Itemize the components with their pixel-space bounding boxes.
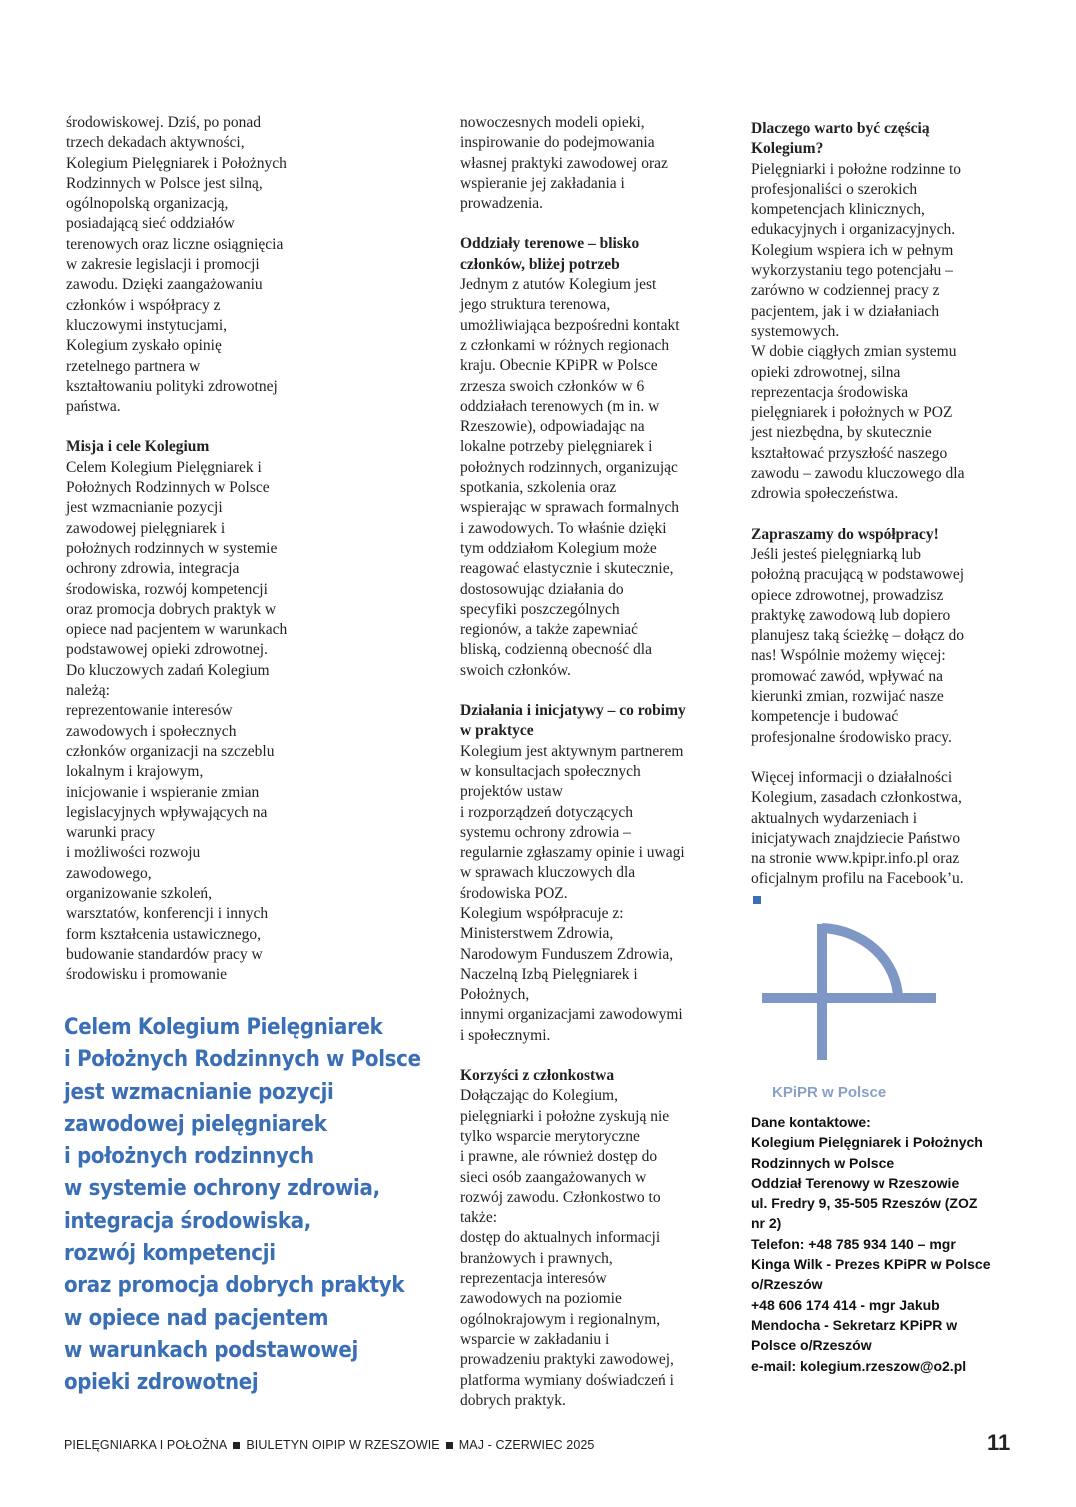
text-line: członków organizacji na szczeblu [66, 742, 275, 760]
text-line: sieci osób zaangażowanych w [460, 1168, 647, 1186]
text-line: branżowych i prawnych, [460, 1249, 613, 1267]
text-line: lokalnym i krajowym, [66, 763, 204, 781]
text-line: Telefon: +48 785 934 140 – mgr [751, 1235, 956, 1252]
branches-paragraph [460, 275, 728, 681]
text-line: Dlaczego warto być częścią [751, 120, 930, 137]
text-line: legislacyjnych wpływających na [66, 803, 268, 821]
text-line: rzetelnego partnera w [66, 357, 201, 375]
text-line: Położnych, [460, 986, 530, 1004]
more-info-paragraph [751, 768, 1013, 890]
text-line: i Położnych Rodzinnych w Polsce [64, 1047, 421, 1073]
text-line: położną pracującą w podstawowej [751, 566, 965, 584]
text-line: o/Rzeszów [751, 1276, 823, 1293]
text-line: Mendocha - Sekretarz KPiPR w [751, 1316, 958, 1333]
text-line: zawodowych na poziomie [460, 1290, 622, 1308]
text-line: +48 606 174 414 - mgr Jakub [751, 1296, 940, 1313]
text-line: Rzeszowie), odpowiadając na [460, 418, 645, 436]
column-2 [460, 113, 728, 1411]
text-line: bliską, codzienną obecność dla [460, 641, 652, 659]
text-line: W dobie ciągłych zmian systemu [751, 343, 957, 361]
text-line: zarówno w codziennej pracy z [751, 282, 940, 300]
text-line: i rozporządzeń dotyczących [460, 803, 633, 821]
models-paragraph [460, 113, 728, 214]
text-line: Pielęgniarki i położne rodzinne to [751, 160, 962, 178]
text-line: własnej praktyki zawodowej oraz [460, 154, 668, 172]
text-line: środowiska POZ. [460, 884, 568, 902]
text-line: form kształcenia ustawicznego, [66, 925, 261, 943]
intro-paragraph [66, 113, 334, 417]
column-3 [751, 119, 1013, 890]
text-line: Jeśli jesteś pielęgniarką lub [751, 545, 922, 563]
text-line: zawodowej pielęgniarek [64, 1111, 327, 1137]
text-line: budowanie standardów pracy w [66, 945, 263, 963]
text-line: rozwój zawodu. Członkostwo to [460, 1188, 661, 1206]
text-line: środowisku i promowanie [66, 966, 228, 984]
text-line: zawodu – zawodu kluczowego dla [751, 465, 965, 483]
page-footer [64, 1438, 594, 1452]
text-line: opieki zdrowotnej [64, 1370, 259, 1396]
text-line: Kinga Wilk - Prezes KPiPR w Polsce [751, 1256, 991, 1273]
text-line: posiadającą sieć oddziałów [66, 215, 235, 233]
text-line: zawodowego, [66, 864, 152, 882]
text-line: kształtowaniu polityki zdrowotnej [66, 377, 278, 395]
text-line: jest wzmacnianie pozycji [64, 1079, 334, 1105]
text-line: w konsultacjach społecznych [460, 762, 641, 780]
text-line: profesjonalne środowisko pracy. [751, 728, 952, 746]
text-line: Do kluczowych zadań Kolegium [66, 661, 270, 679]
text-line: w opiece nad pacjentem [64, 1305, 329, 1331]
text-line: w systemie ochrony zdrowia, [64, 1176, 380, 1202]
text-line: kluczowymi instytucjami, [66, 316, 228, 334]
why-paragraph [751, 160, 1013, 505]
text-line: jest niezbędna, by skutecznie [751, 424, 932, 442]
section-heading-benefits [460, 1066, 728, 1086]
text-line: Zapraszamy do współpracy! [751, 525, 939, 543]
text-line: członków i współpracy z [66, 296, 221, 314]
text-line: członków, bliżej potrzeb [460, 255, 620, 273]
text-line: terenowych oraz liczne osiągnięcia [66, 235, 284, 253]
text-line: dostęp do aktualnych informacji [460, 1229, 661, 1247]
text-line: innymi organizacjami zawodowymi [460, 1006, 683, 1024]
text-line: profesjonaliści o szerokich [751, 180, 918, 198]
text-line: podstawowej opieki zdrowotnej. [66, 641, 268, 659]
footer-issue: MAJ - CZERWIEC 2025 [458, 1438, 595, 1452]
text-line: oficjalnym profilu na Facebook’u. [751, 870, 964, 888]
actions-paragraph [460, 742, 728, 1046]
text-line: reagować elastycznie i skutecznie, [460, 560, 674, 578]
text-line: projektów ustaw [460, 783, 563, 801]
text-line: opiece zdrowotnej, prowadzisz [751, 586, 944, 604]
text-line: kierunki zmian, rozwijać nasze [751, 688, 944, 706]
text-line: Jednym z atutów Kolegium jest [460, 276, 657, 294]
text-line: kształtować przyszłość naszego [751, 444, 948, 462]
text-line: systemu ochrony zdrowia – [460, 823, 631, 841]
text-line: Rodzinnych w Polsce jest silną, [66, 174, 263, 192]
text-line: z członkami w różnych regionach [460, 336, 670, 354]
text-line: wspierając w sprawach formalnych [460, 499, 680, 517]
text-line: Dołączając do Kolegium, [460, 1087, 618, 1105]
text-line: warunki pracy [66, 824, 156, 842]
text-line: specyfiki poszczególnych [460, 600, 620, 618]
text-line: prowadzenia. [460, 195, 544, 213]
text-line: reprezentacja środowiska [751, 383, 909, 401]
text-line: oraz promocja dobrych praktyk w [66, 600, 277, 618]
text-line: i możliwości rozwoju [66, 844, 201, 862]
text-line: ochrony zdrowia, integracja [66, 560, 240, 578]
text-line: Kolegium, zasadach członkostwa, [751, 789, 962, 807]
text-line: pacjentem, jak i w działaniach [751, 302, 940, 320]
text-line: położnych rodzinnych w systemie [66, 539, 278, 557]
text-line: i zawodowych. To właśnie dzięki [460, 519, 667, 537]
text-line: opiece nad pacjentem w warunkach [66, 621, 288, 639]
text-line: Rodzinnych w Polsce [751, 1154, 895, 1171]
mission-paragraph [66, 458, 334, 986]
text-line: ul. Fredry 9, 35-505 Rzeszów (ZOZ [751, 1195, 978, 1212]
text-line: integracja środowiska, [64, 1208, 311, 1234]
text-line: w zakresie legislacji i promocji [66, 256, 260, 274]
text-line: oddziałach terenowych (m in. w [460, 397, 660, 415]
text-line: kompetencjach klinicznych, [751, 201, 925, 219]
text-line: reprezentacja interesów [460, 1270, 607, 1288]
footer-publication: PIELĘGNIARKA I POŁOŻNA [64, 1438, 228, 1452]
text-line: i prawne, ale również dostęp do [460, 1148, 658, 1166]
text-line: należą: [66, 682, 110, 700]
text-line: reprezentowanie interesów [66, 702, 233, 720]
footer-separator [446, 1442, 453, 1449]
text-line: systemowych. [751, 322, 840, 340]
text-line: Oddziały terenowe – blisko [460, 235, 640, 253]
text-line: praktykę zawodową lub dopiero [751, 606, 951, 624]
section-heading-invite [751, 525, 1013, 545]
text-line: inspirowanie do podejmowania [460, 134, 655, 152]
text-line: Położnych Rodzinnych w Polsce [66, 479, 270, 497]
column-1 [66, 113, 334, 985]
text-line: rozwój kompetencji [64, 1241, 276, 1267]
text-line: e-mail: kolegium.rzeszow@o2.pl [751, 1357, 967, 1374]
text-line: nas! Wspólnie możemy więcej: [751, 647, 946, 665]
text-line: Kolegium Pielęgniarek i Położnych [66, 154, 287, 172]
text-line: zdrowia społeczeństwa. [751, 485, 899, 503]
page-number: 11 [987, 1430, 1011, 1455]
footer-bulletin: BIULETYN OIPIP W RZESZOWIE [246, 1438, 440, 1452]
section-heading-actions [460, 701, 728, 742]
text-line: regionów, a także zapewniać [460, 621, 639, 639]
footer-separator [233, 1442, 240, 1449]
text-line: inicjatywach znajdziecie Państwo [751, 829, 961, 847]
text-line: w praktyce [460, 722, 534, 740]
text-line: ogólnopolską organizacją, [66, 195, 229, 213]
text-line: nowoczesnych modeli opieki, [460, 114, 645, 131]
text-line: regularnie zgłaszamy opinie i uwagi [460, 844, 685, 862]
text-line: organizowanie szkoleń, [66, 884, 213, 902]
text-line: zawodowej pielęgniarek i [66, 519, 226, 537]
text-line: także: [460, 1209, 498, 1227]
text-line: aktualnych wydarzeniach i [751, 809, 918, 827]
text-line: i społecznymi. [460, 1026, 551, 1044]
text-line: lokalne potrzeby pielęgniarek i [460, 438, 653, 456]
text-line: planujesz taką ścieżkę – dołącz do [751, 627, 965, 645]
text-line: Naczelną Izbą Pielęgniarek i [460, 965, 638, 983]
text-line: edukacyjnych i organizacyjnych. [751, 221, 956, 239]
text-line: w warunkach podstawowej [64, 1337, 358, 1363]
text-line: umożliwiająca bezpośredni kontakt [460, 316, 680, 334]
text-line: platforma wymiany doświadczeń i [460, 1371, 674, 1389]
text-line: jest wzmacnianie pozycji [66, 499, 223, 517]
text-line: nr 2) [751, 1215, 782, 1232]
section-heading-branches [460, 234, 728, 275]
pull-quote [64, 1012, 434, 1400]
text-line: Dane kontaktowe: [751, 1114, 871, 1130]
text-line: trzech dekadach aktywności, [66, 134, 245, 152]
logo-text: KPiPR w Polsce [772, 1084, 887, 1101]
text-line: Kolegium wspiera ich w pełnym [751, 241, 954, 259]
text-line: środowiska, rozwój kompetencji [66, 580, 268, 598]
section-heading-why [751, 119, 1013, 160]
text-line: tylko wsparcie merytoryczne [460, 1127, 640, 1145]
text-line: i położnych rodzinnych [64, 1144, 314, 1170]
text-line: na stronie www.kpipr.info.pl oraz [751, 850, 960, 868]
text-line: Polsce o/Rzeszów [751, 1337, 872, 1354]
kpipr-logo-icon [760, 918, 940, 1068]
text-line: kraju. Obecnie KPiPR w Polsce [460, 357, 658, 375]
text-line: prowadzeniu praktyki zawodowej, [460, 1351, 674, 1369]
text-line: Narodowym Funduszem Zdrowia, [460, 945, 674, 963]
text-line: opieki zdrowotnej, silna [751, 363, 901, 381]
text-line: Celem Kolegium Pielęgniarek i [66, 458, 262, 476]
text-line: zawodu. Dzięki zaangażowaniu [66, 276, 263, 294]
text-line: Ministerstwem Zdrowia, [460, 925, 614, 943]
text-line: Działania i inicjatywy – co robimy [460, 702, 686, 720]
text-line: wspieranie jej zakładania i [460, 174, 625, 192]
text-line: warsztatów, konferencji i innych [66, 905, 269, 923]
text-line: spotkania, szkolenia oraz [460, 479, 617, 497]
text-line: zawodowych i społecznych [66, 722, 237, 740]
text-line: dobrych praktyk. [460, 1391, 566, 1409]
text-line: wykorzystaniu tego potencjału – [751, 262, 953, 280]
end-mark-square [753, 896, 761, 904]
text-line: Kolegium Pielęgniarek i Położnych [751, 1134, 983, 1151]
text-line: Celem Kolegium Pielęgniarek [64, 1015, 383, 1040]
text-line: kompetencje i budować [751, 708, 899, 726]
text-line: promować zawód, wpływać na [751, 667, 943, 685]
text-line: Kolegium współpracuje z: [460, 904, 624, 922]
text-line: państwa. [66, 398, 121, 416]
benefits-paragraph [460, 1086, 728, 1411]
text-line: pielęgniarki i położne zyskują nie [460, 1107, 670, 1125]
section-heading-mission: Misja i cele Kolegium [66, 438, 210, 456]
text-line: Kolegium? [751, 140, 824, 158]
text-line: Kolegium zyskało opinię [66, 337, 222, 355]
text-line: jego struktura terenowa, [460, 296, 611, 314]
text-line: swoich członków. [460, 661, 571, 679]
text-line: inicjowanie i wspieranie zmian [66, 783, 260, 801]
text-line: wsparcie w zakładaniu i [460, 1330, 610, 1348]
text-line: Oddział Terenowy w Rzeszowie [751, 1174, 960, 1191]
text-line: Kolegium jest aktywnym partnerem [460, 742, 684, 760]
text-line: środowiskowej. Dziś, po ponad [66, 114, 262, 131]
text-line: oraz promocja dobrych praktyk [64, 1273, 405, 1299]
text-line: pielęgniarek i położnych w POZ [751, 404, 953, 422]
invite-paragraph [751, 545, 1013, 748]
text-line: zrzesza swoich członków w 6 [460, 377, 645, 395]
text-line: Korzyści z członkostwa [460, 1067, 615, 1085]
text-line: dostosowując działania do [460, 580, 624, 598]
text-line: w sprawach kluczowych dla [460, 864, 636, 882]
text-line: tym oddziałom Kolegium może [460, 539, 657, 557]
contact-details [751, 1112, 1021, 1376]
text-line: ogólnokrajowym i regionalnym, [460, 1310, 661, 1328]
text-line: położnych rodzinnych, organizując [460, 458, 678, 476]
text-line: Więcej informacji o działalności [751, 768, 953, 786]
